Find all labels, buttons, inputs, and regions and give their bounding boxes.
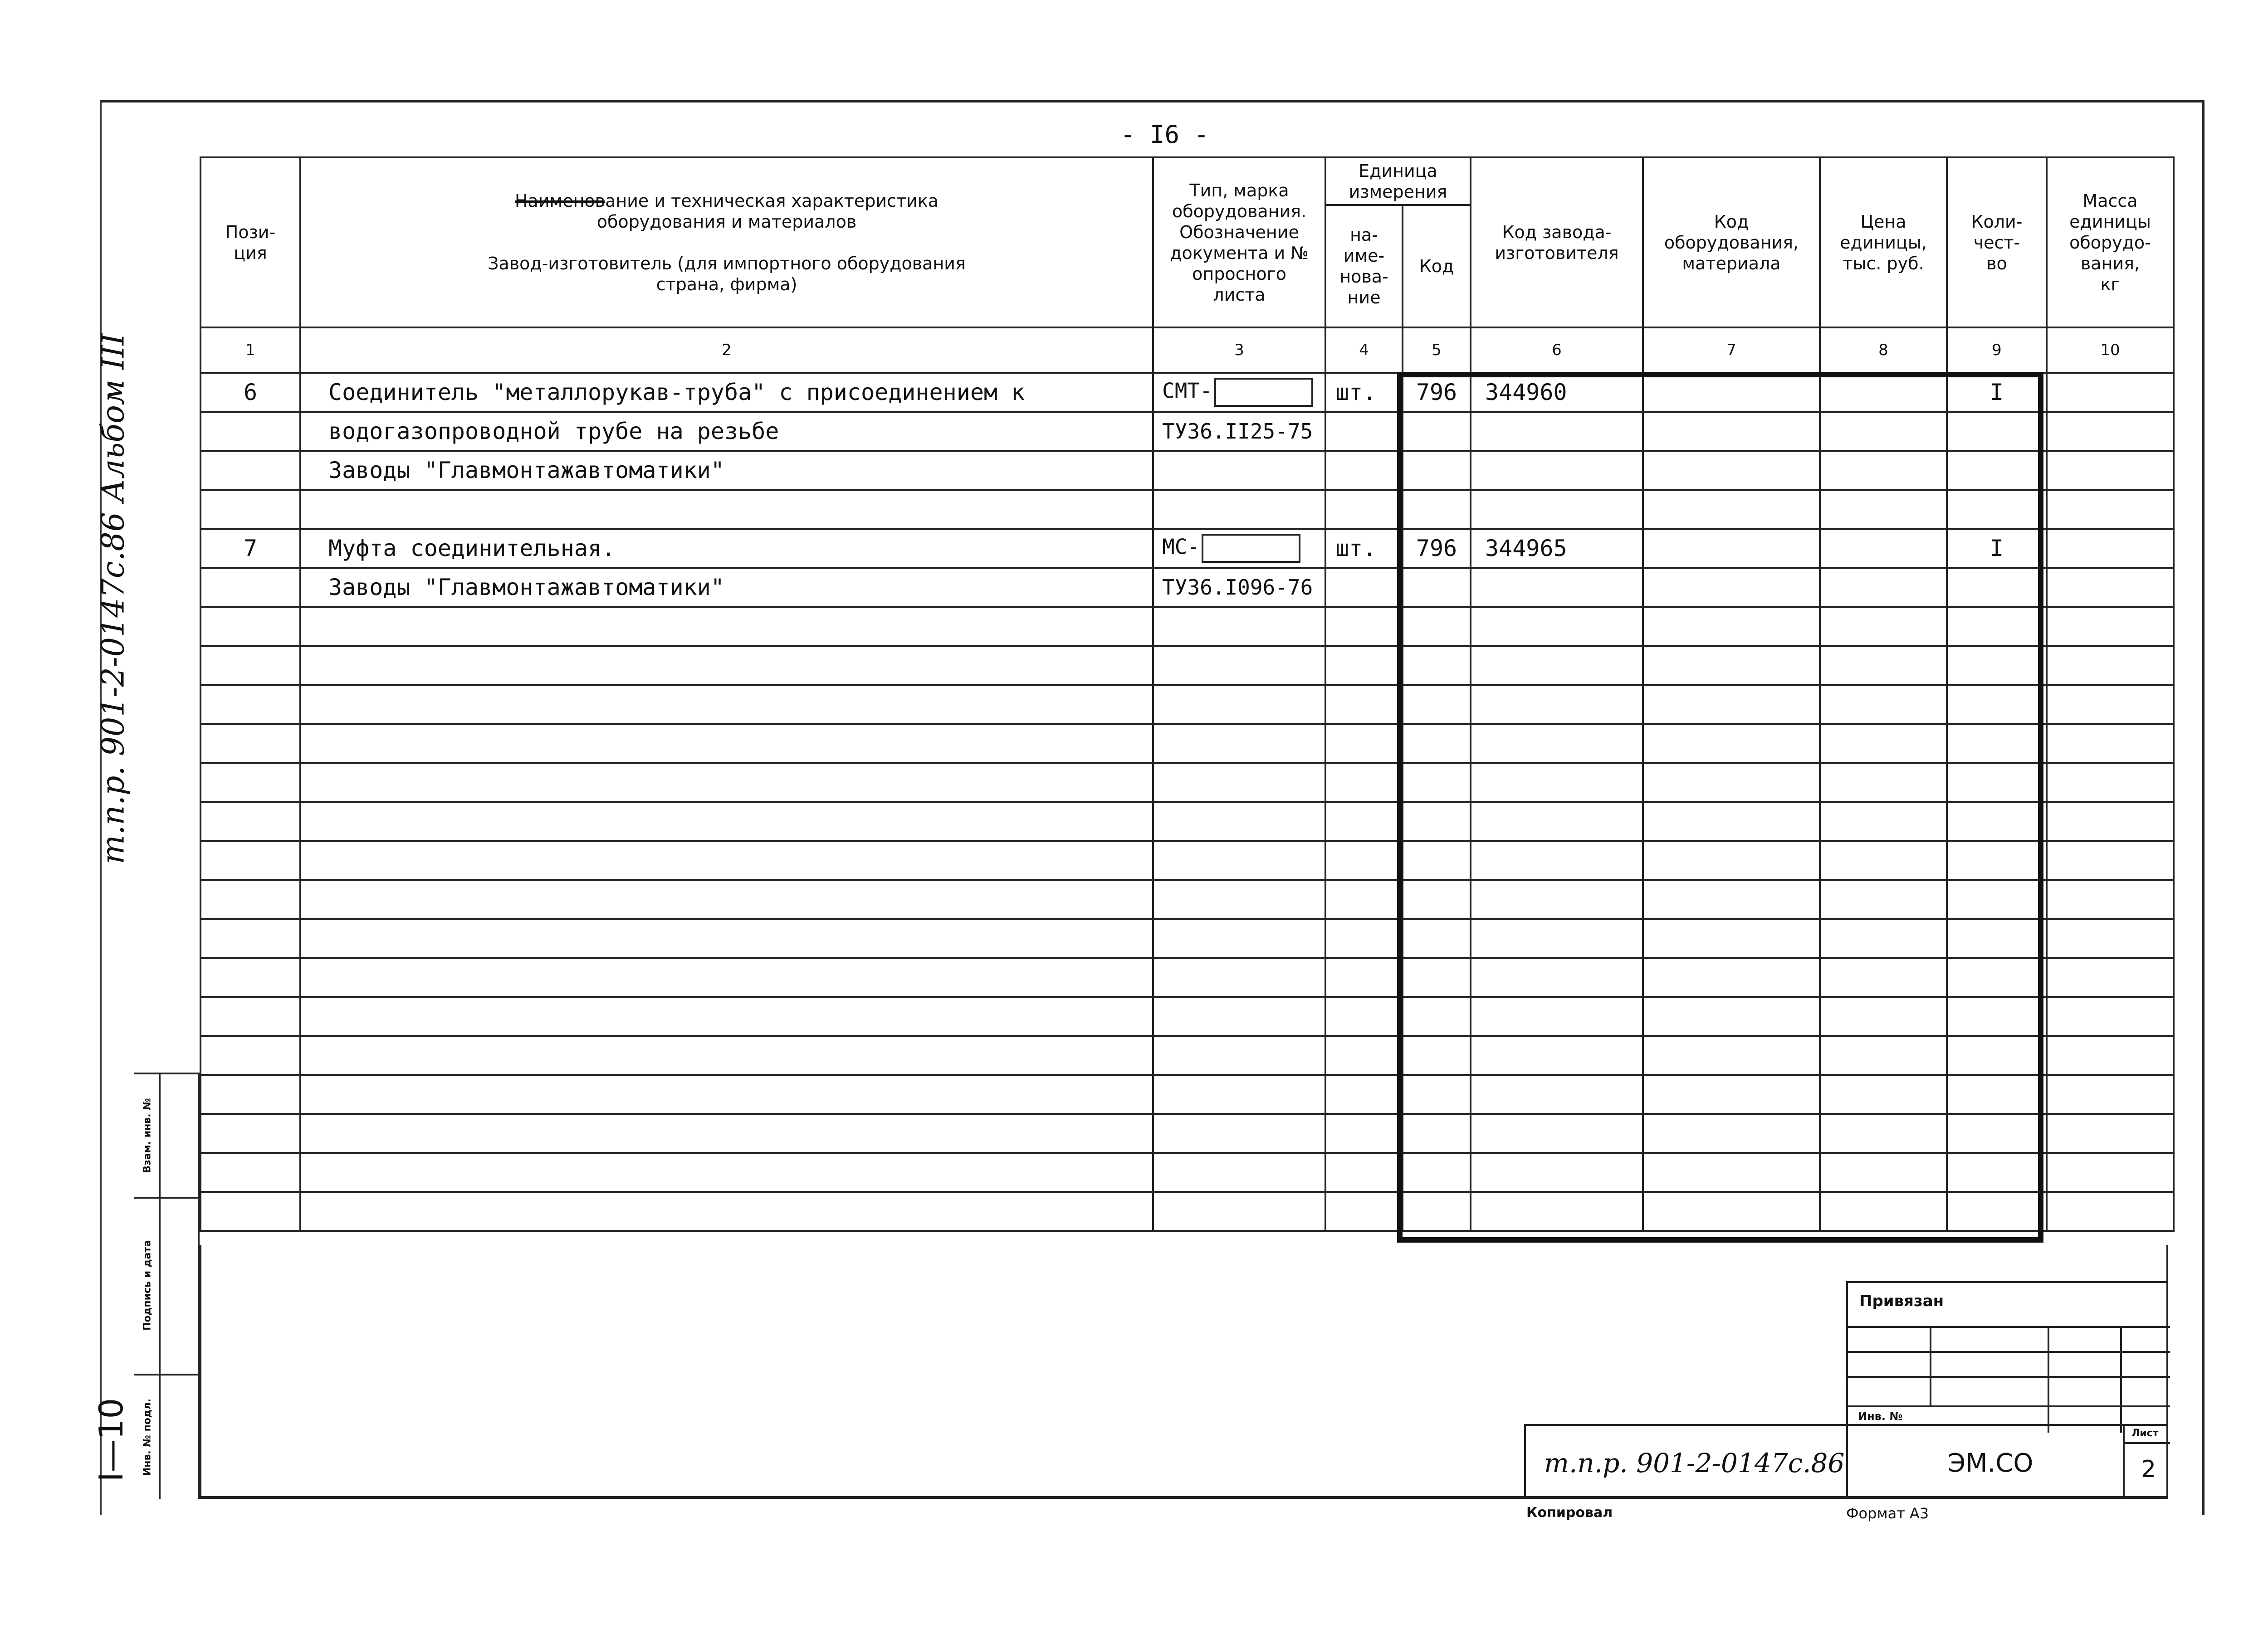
archive-number: I—10 [92,1398,130,1482]
column-number: 2 [300,327,1153,373]
sheet-divider [2125,1442,2170,1444]
unit-cell: шт. [1325,529,1403,568]
blank-row [200,763,2174,802]
type-cell [1153,490,1325,529]
type-prefix: МС- [1162,534,1200,559]
quantity-cell [1947,568,2047,607]
header-name-text: ание и техническая характеристика оборудования и материалов Завод-изготовитель (для импортного оборудования страна, фирма) [488,190,966,294]
type-cell [1153,373,1325,412]
blank-row [200,685,2174,724]
unit-code-cell [1403,568,1471,607]
blank-row [200,1153,2174,1192]
unit-cell: шт. [1325,373,1403,412]
binder-note: т.п.р. 901-2-0147с.86 Альбом III [95,333,132,864]
specification-table [200,156,2175,1232]
header-unit-name: на- име- нова- ние [1325,205,1403,327]
unit-cell [1325,412,1403,451]
factory-code-cell [1471,451,1643,490]
unit-code-cell [1403,451,1471,490]
description-cell: Муфта соединительная. [300,529,1153,568]
position-cell: 6 [200,373,300,412]
type-cell [1153,451,1325,490]
position-cell [200,451,300,490]
quantity-cell: I [1947,529,2047,568]
factory-code-cell [1471,412,1643,451]
type-cell [1153,529,1325,568]
equipment-code-cell [1643,529,1820,568]
position-cell [200,568,300,607]
table-row [200,568,2174,607]
table-row [200,412,2174,451]
equipment-code-cell [1643,568,1820,607]
mass-cell [2047,568,2174,607]
blank-row [200,607,2174,646]
blank-row [200,1075,2174,1114]
factory-code-cell [1471,568,1643,607]
description-cell: Заводы "Главмонтажавтоматики" [300,451,1153,490]
header-name-struck: Наименов [514,190,606,211]
blank-row [200,919,2174,958]
factory-code-cell: 344960 [1471,373,1643,412]
type-prefix: СМТ- [1162,378,1212,403]
unit-code-cell: 796 [1403,529,1471,568]
position-cell: 7 [200,529,300,568]
signature-date-label: Подпись и дата [142,1240,153,1331]
description-cell: Заводы "Главмонтажавтоматики" [300,568,1153,607]
unit-cell [1325,490,1403,529]
price-cell [1820,373,1947,412]
factory-code-cell [1471,490,1643,529]
column-number: 10 [2047,327,2174,373]
blank-row [200,880,2174,919]
page-number: - I6 - [1120,120,1209,149]
mass-cell [2047,412,2174,451]
stamp-line [2048,1326,2049,1433]
unit-code-cell: 796 [1403,373,1471,412]
format-label: Формат А3 [1846,1505,1929,1522]
type-cell: ТУ36.II25-75 [1153,412,1325,451]
table-row [200,451,2174,490]
blank-row [200,646,2174,685]
position-cell [200,490,300,529]
quantity-cell: I [1947,373,2047,412]
factory-code-cell: 344965 [1471,529,1643,568]
mass-cell [2047,529,2174,568]
column-number: 7 [1643,327,1820,373]
type-cell: ТУ36.I096-76 [1153,568,1325,607]
header-position: Пози- ция [200,157,300,327]
table-row [200,373,2174,412]
replaced-inventory-label: Взам. инв. № [142,1098,153,1173]
header-quantity: Коли- чест- во [1947,157,2047,327]
side-strip-divider [159,1074,161,1499]
description-cell: водогазопроводной трубе на резьбе [300,412,1153,451]
questionnaire-number-field[interactable] [1214,378,1313,407]
equipment-code-cell [1643,490,1820,529]
blank-row [200,1192,2174,1231]
linked-label: Привязан [1859,1292,1944,1310]
mass-cell [2047,451,2174,490]
sheet-box [2123,1424,2168,1499]
equipment-code-cell [1643,373,1820,412]
stamp-line [1930,1326,1931,1405]
side-strip-line [134,1374,198,1375]
copied-by-label: Копировал [1526,1505,1613,1521]
header-mass: Масса единицы оборудо- вания, кг [2047,157,2174,327]
questionnaire-number-field[interactable] [1202,534,1300,563]
sheet-number: 2 [2141,1456,2156,1483]
column-number: 6 [1471,327,1643,373]
header-price: Цена единицы, тыс. руб. [1820,157,1947,327]
equipment-code-cell [1643,451,1820,490]
inventory-label: Инв. № [1858,1410,1903,1423]
unit-code-cell [1403,412,1471,451]
header-factory-code: Код завода- изготовителя [1471,157,1643,327]
quantity-cell [1947,490,2047,529]
mass-cell [2047,373,2174,412]
blank-row [200,841,2174,880]
column-number: 5 [1403,327,1471,373]
table-row [200,529,2174,568]
mass-cell [2047,490,2174,529]
stamp-line [2120,1326,2122,1433]
quantity-cell [1947,451,2047,490]
column-number: 8 [1820,327,1947,373]
column-number: 1 [200,327,300,373]
sheet-label: Лист [2131,1428,2159,1439]
unit-code-cell [1403,490,1471,529]
header-type: Тип, марка оборудования. Обозначение документа и № опросного листа [1153,157,1325,327]
price-cell [1820,568,1947,607]
blank-row [200,1114,2174,1153]
blank-row [200,1036,2174,1075]
table-row [200,490,2174,529]
column-number: 4 [1325,327,1403,373]
description-cell: Соединитель "металлорукав-труба" с присоединением к [300,373,1153,412]
blank-row [200,724,2174,763]
original-inventory-label: Инв. № подл. [142,1398,153,1476]
quantity-cell [1947,412,2047,451]
position-cell [200,412,300,451]
document-code: т.п.р. 901-2-0147с.86 [1544,1448,1845,1478]
description-cell [300,490,1153,529]
header-name [300,157,1153,327]
header-equipment-code: Код оборудования, материала [1643,157,1820,327]
unit-cell [1325,451,1403,490]
column-number: 9 [1947,327,2047,373]
blank-row [200,802,2174,841]
price-cell [1820,529,1947,568]
document-mark: ЭМ.СО [1948,1449,2033,1478]
title-box [1524,1424,2168,1499]
header-unit-group: Единица измерения [1325,157,1471,205]
equipment-code-cell [1643,412,1820,451]
blank-row [200,997,2174,1036]
unit-cell [1325,568,1403,607]
blank-row [200,958,2174,997]
header-unit-code: Код [1403,205,1471,327]
price-cell [1820,490,1947,529]
side-strip-line [134,1197,198,1199]
price-cell [1820,412,1947,451]
side-strip [134,1073,200,1499]
column-number: 3 [1153,327,1325,373]
price-cell [1820,451,1947,490]
